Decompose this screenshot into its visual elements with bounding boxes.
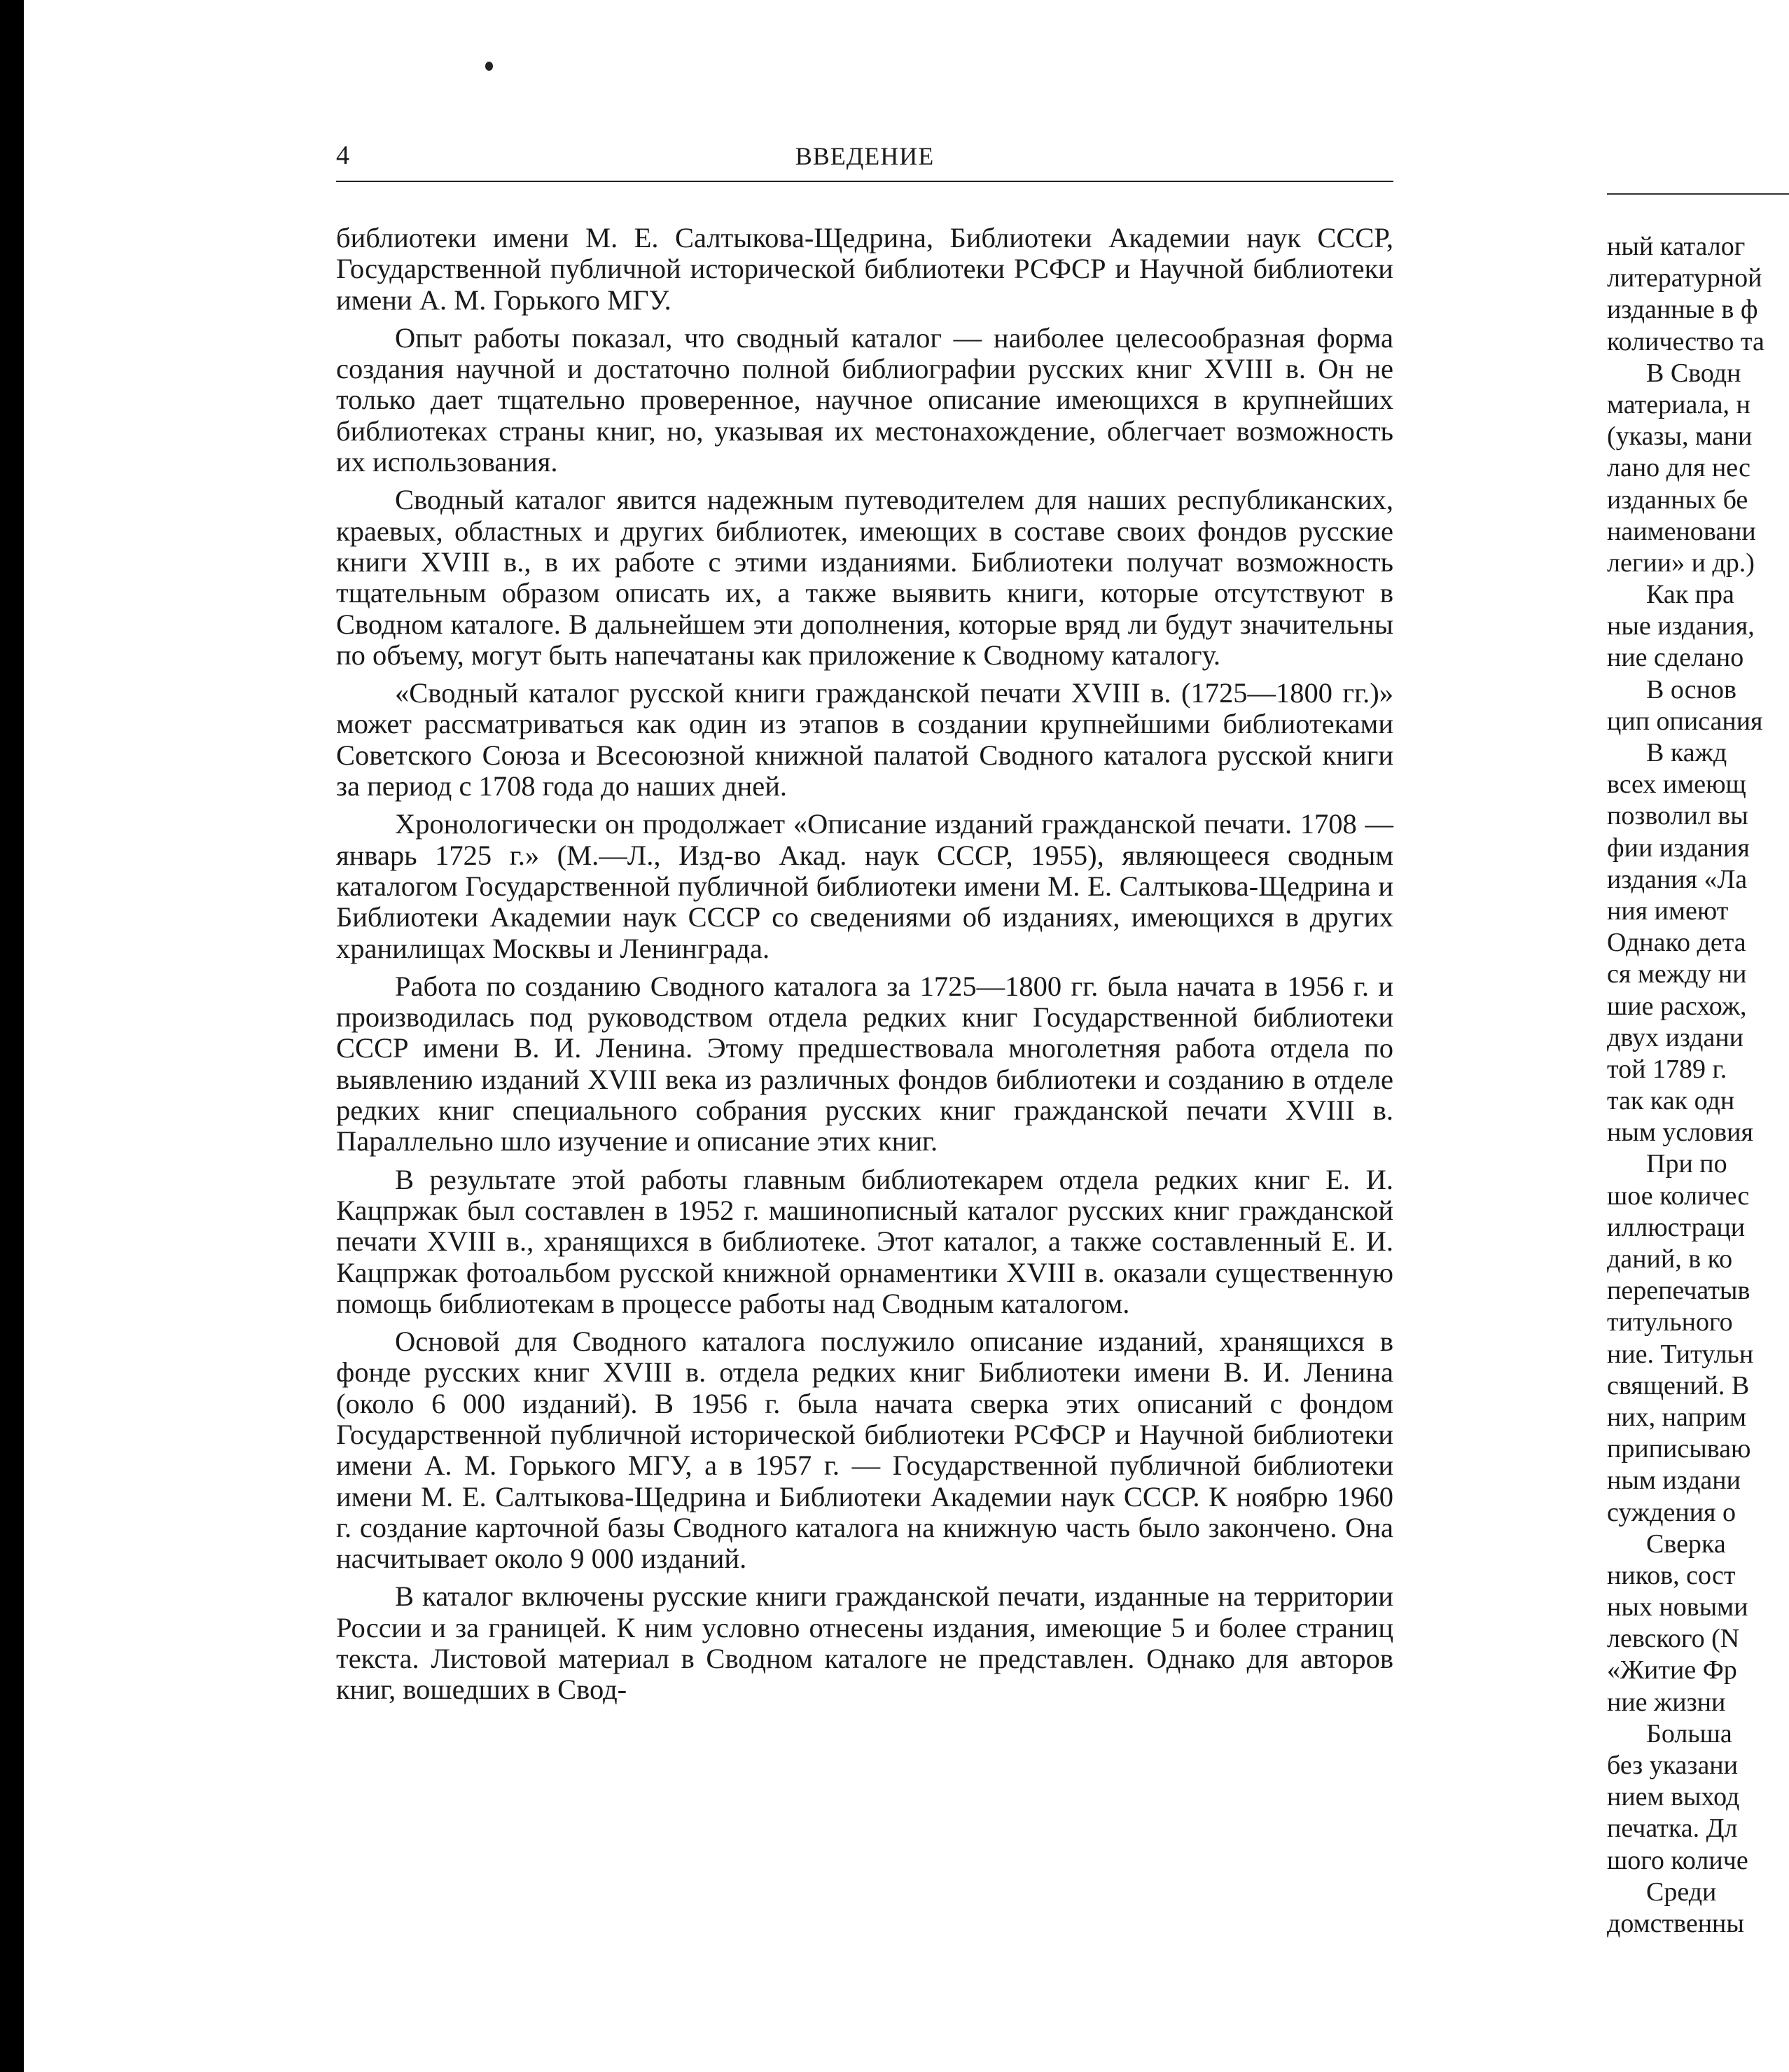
facing-page-line: перепечатыв — [1607, 1276, 1750, 1306]
facing-page-line: В основ — [1646, 674, 1736, 704]
facing-page-line: ный каталог — [1607, 232, 1746, 261]
facing-page-line: шие расхож, — [1607, 991, 1747, 1021]
facing-page-line: ся между ни — [1607, 959, 1747, 989]
facing-page-line: левского (N — [1607, 1624, 1740, 1654]
facing-page-line: материала, н — [1607, 389, 1750, 419]
facing-page-line: шое количес — [1607, 1181, 1750, 1211]
facing-page-line: «Житие Фр — [1607, 1655, 1737, 1685]
body-text — [336, 223, 1393, 1713]
facing-page-line: изданные в ф — [1607, 295, 1758, 325]
paragraph: Опыт работы показал, что сводный каталог — наиболее целесообразная форма создания научной и достаточно полной библиографии русских книг XVIII в. Он не только дает тщательно проверенное, научное описание имеющихся в крупнейших библиотеках страны книг, но, указывая их местонахождение, облегчает возможность их использования. — [336, 321, 1393, 478]
facing-page-line: ных новыми — [1607, 1592, 1748, 1622]
paragraph: Хронологически он продолжает «Описание изданий гражданской печати. 1708 — январь 1725 г.» (М.—Л., Изд-во Акад. наук СССР, 1955), являющееся сводным каталогом Государственной публичной библиотеки имени М. Е. Салтыкова-Щедрина и Библиотеки Академии наук СССР со сведениями об изданиях, имеющихся в других хранилищах Москвы и Ленинграда. — [336, 808, 1393, 964]
paragraph: Сводный каталог явится надежным путеводителем для наших республиканских, краевых, областных и других библиотек, имеющих в составе своих фондов русские книги XVIII в., в их работе с этими изданиями. Библиотеки получат возможность тщательным образом описать их, а также выявить книги, которые отсутствуют в Сводном каталоге. В дальнейшем эти дополнения, которые вряд ли будут значительны по объему, могут быть напечатаны как приложение к Сводному каталогу. — [336, 484, 1393, 671]
facing-page-line: ным издани — [1607, 1466, 1741, 1496]
facing-page-header-rule — [1607, 193, 1789, 195]
facing-page-line: литературной — [1607, 263, 1762, 293]
paragraph: Работа по созданию Сводного каталога за 1725—1800 гг. была начата в 1956 г. и производилась под руководством отдела редких книг Государственной библиотеки СССР имени В. И. Ленина. Этому предшествовала многолетняя работа отдела по выявлению изданий XVIII века из различных фондов библиотеки и созданию в отделе редких книг специального собрания русских книг гражданской печати XVIII в. Параллельно шло изучение и описание этих книг. — [336, 970, 1393, 1157]
facing-page-line: даний, в ко — [1607, 1244, 1733, 1274]
facing-page-line: наименовани — [1607, 516, 1756, 546]
facing-page-line: ным условия — [1607, 1118, 1753, 1148]
facing-page-line: приписываю — [1607, 1434, 1751, 1464]
paragraph: В каталог включены русские книги гражданской печати, изданные на территории России и за границей. К ним условно отнесены издания, имеющие 5 и более страниц текста. Листовой материал в Сводном каталоге не представлен. Однако для авторов книг, вошедших в Свод- — [336, 1580, 1393, 1706]
running-head: ВВЕДЕНИЕ — [795, 142, 935, 170]
paragraph: В результате этой работы главным библиотекарем отдела редких книг Е. И. Кацпржак был составлен в 1952 г. машинописный каталог русских книг гражданской печати XVIII в., хранящихся в библиотеке. Этот каталог, а также составленный Е. И. Кацпржак фотоальбом русской книжной орнаментики XVIII в. оказали существенную помощь библиотекам в процессе работы над Сводным каталогом. — [336, 1163, 1393, 1319]
paragraph: «Сводный каталог русской книги гражданской печати XVIII в. (1725—1800 гг.)» может рассматриваться как один из этапов в создании крупнейшими библиотеками Советского Союза и Всесоюзной книжной палатой Сводного каталога русской книги за период с 1708 года до наших дней. — [336, 677, 1393, 802]
facing-page-line: них, наприм — [1607, 1402, 1747, 1432]
facing-page-line: лано для нес — [1607, 453, 1750, 483]
facing-page-line: цип описания — [1607, 706, 1763, 736]
facing-page-line: шого количе — [1607, 1845, 1748, 1875]
facing-page-line: легии» и др.) — [1607, 548, 1755, 578]
facing-page-line: При по — [1646, 1149, 1727, 1179]
facing-page-line: нием выход — [1607, 1782, 1740, 1812]
scan-left-border — [0, 0, 24, 2072]
paragraph: библиотеки имени М. Е. Салтыкова-Щедрина, Библиотеки Академии наук СССР, Государственной публичной исторической библиотеки РСФСР и Научной библиотеки имени А. М. Горького МГУ. — [336, 222, 1393, 316]
facing-page-line: ников, сост — [1607, 1560, 1736, 1590]
page-header — [336, 140, 1393, 182]
facing-page-line: ния имеют — [1607, 896, 1729, 926]
facing-page-line: В Сводн — [1646, 358, 1741, 388]
facing-page-line: изданных бе — [1607, 485, 1748, 515]
paragraph: Основой для Сводного каталога послужило описание изданий, хранящихся в фонде русских книг XVIII в. отдела редких книг Библиотеки имени В. И. Ленина (около 6 000 изданий). В 1956 г. была начата сверка этих описаний с фондом Государственной публичной исторической библиотеки РСФСР и Научной библиотеки имени А. М. Горького МГУ, а в 1957 г. — Государственной публичной библиотеки имени М. Е. Салтыкова-Щедрина и Библиотеки Академии наук СССР. К ноябрю 1960 г. создание карточной базы Сводного каталога на книжную часть было закончено. Она насчитывает около 9 000 изданий. — [336, 1326, 1393, 1575]
facing-page-line: Однако дета — [1607, 928, 1746, 958]
page-number: 4 — [336, 141, 349, 170]
facing-page-line: ные издания, — [1607, 611, 1755, 641]
facing-page-line: священий. В — [1607, 1370, 1750, 1400]
facing-page-line: печатка. Дл — [1607, 1814, 1738, 1844]
facing-page-line: иллюстраци — [1607, 1212, 1746, 1242]
facing-page-line: ние сделано — [1607, 643, 1744, 673]
facing-page-line: ние жизни — [1607, 1687, 1726, 1717]
facing-page-line: Больша — [1646, 1718, 1732, 1748]
facing-page-line: фии издания — [1607, 833, 1750, 863]
facing-page-line: суждения о — [1607, 1497, 1736, 1527]
facing-page-line: той 1789 г. — [1607, 1054, 1727, 1084]
facing-page-line: Как пра — [1646, 580, 1734, 610]
facing-page-line: Сверка — [1646, 1529, 1726, 1559]
facing-page-line: ние. Титульн — [1607, 1339, 1754, 1369]
facing-page-line: двух издани — [1607, 1022, 1744, 1052]
scan-speck — [485, 62, 493, 71]
facing-page-line: титульного — [1607, 1307, 1733, 1337]
facing-page-fragment — [1607, 0, 1789, 2072]
facing-page-line: В кажд — [1646, 738, 1727, 767]
facing-page-line: количество та — [1607, 326, 1764, 356]
facing-page-line: (указы, мани — [1607, 422, 1753, 452]
facing-page-line: всех имеющ — [1607, 770, 1746, 800]
facing-page-line: Среди — [1646, 1877, 1717, 1907]
facing-page-line: домственны — [1607, 1908, 1744, 1938]
facing-page-line: так как одн — [1607, 1086, 1735, 1116]
facing-page-line: без указани — [1607, 1751, 1738, 1780]
facing-page-line: позволил вы — [1607, 801, 1748, 831]
facing-page-lines — [1607, 231, 1764, 1940]
facing-page-line: издания «Ла — [1607, 864, 1748, 894]
